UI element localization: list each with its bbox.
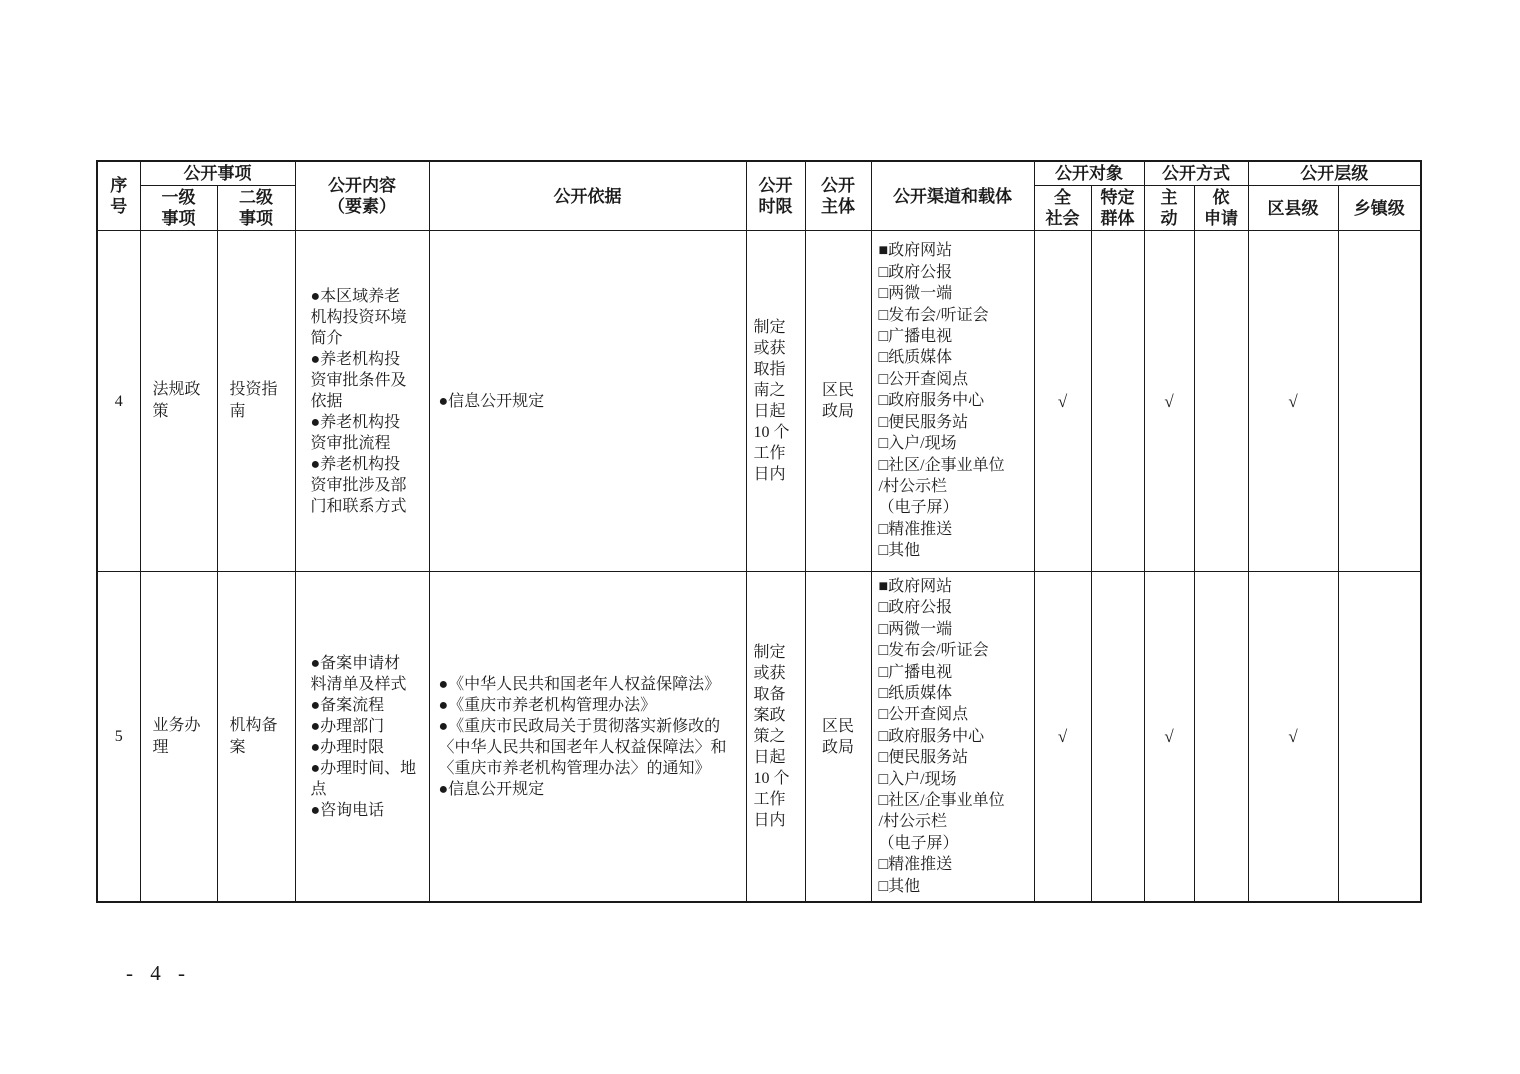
cell-channels: ■政府网站 □政府公报 □两微一端 □发布会/听证会 □广播电视 □纸质媒体 □公开查阅点 □政府服务中心 □便民服务站 □入户/现场 □社区/企事业单位 /村公示栏 （电子屏） □精准推送 □其他 <box>871 231 1034 572</box>
header-level2: 二级 事项 <box>217 186 295 231</box>
cell-level1: 法规政策 <box>140 231 217 572</box>
header-level-group: 公开层级 <box>1248 161 1421 186</box>
header-level-district: 区县级 <box>1248 186 1338 231</box>
header-method-proactive: 主 动 <box>1144 186 1194 231</box>
header-method-on-request: 依 申请 <box>1194 186 1248 231</box>
header-subject: 公开 主体 <box>805 161 871 231</box>
cell-check-audience-all: √ <box>1034 231 1091 572</box>
cell-subject: 区民 政局 <box>805 231 871 572</box>
cell-level2: 投资指南 <box>217 231 295 572</box>
cell-check-on-request <box>1194 572 1248 903</box>
header-seq: 序 号 <box>97 161 140 231</box>
cell-basis: ●信息公开规定 <box>429 231 746 572</box>
header-method-group: 公开方式 <box>1144 161 1248 186</box>
disclosure-table <box>96 160 1422 903</box>
header-audience-specific: 特定 群体 <box>1091 186 1144 231</box>
cell-check-audience-all: √ <box>1034 572 1091 903</box>
cell-content: ●备案申请材 料清单及样式 ●备案流程 ●办理部门 ●办理时限 ●办理时间、地 点 ●咨询电话 <box>295 572 429 903</box>
cell-seq: 5 <box>97 572 140 903</box>
cell-content: ●本区域养老 机构投资环境 简介 ●养老机构投 资审批条件及 依据 ●养老机构投 资审批流程 ●养老机构投 资审批涉及部 门和联系方式 <box>295 231 429 572</box>
header-row-groups <box>97 161 1421 186</box>
cell-check-district: √ <box>1248 572 1338 903</box>
cell-seq: 4 <box>97 231 140 572</box>
header-audience-group: 公开对象 <box>1034 161 1144 186</box>
cell-level1: 业务办理 <box>140 572 217 903</box>
cell-check-township <box>1338 572 1421 903</box>
cell-time-limit: 制定 或获 取指 南之 日起 10 个 工作 日内 <box>746 231 805 572</box>
cell-check-audience-specific <box>1091 231 1144 572</box>
header-matters-group: 公开事项 <box>140 161 295 186</box>
header-level1: 一级 事项 <box>140 186 217 231</box>
cell-check-proactive: √ <box>1144 231 1194 572</box>
page-number: - 4 - <box>126 961 191 985</box>
cell-check-proactive: √ <box>1144 572 1194 903</box>
header-content: 公开内容 （要素） <box>295 161 429 231</box>
cell-time-limit: 制定 或获 取备 案政 策之 日起 10 个 工作 日内 <box>746 572 805 903</box>
cell-check-on-request <box>1194 231 1248 572</box>
header-basis: 公开依据 <box>429 161 746 231</box>
cell-check-audience-specific <box>1091 572 1144 903</box>
header-time-limit: 公开 时限 <box>746 161 805 231</box>
cell-level2: 机构备案 <box>217 572 295 903</box>
table-row-4 <box>97 231 1421 572</box>
cell-basis: ●《中华人民共和国老年人权益保障法》 ●《重庆市养老机构管理办法》 ●《重庆市民政局关于贯彻落实新修改的 〈中华人民共和国老年人权益保障法〉和 〈重庆市养老机构管理办法〉的通知》 ●信息公开规定 <box>429 572 746 903</box>
cell-channels: ■政府网站 □政府公报 □两微一端 □发布会/听证会 □广播电视 □纸质媒体 □公开查阅点 □政府服务中心 □便民服务站 □入户/现场 □社区/企事业单位 /村公示栏 （电子屏） □精准推送 □其他 <box>871 572 1034 903</box>
table-row-5 <box>97 572 1421 903</box>
header-audience-all: 全 社会 <box>1034 186 1091 231</box>
cell-check-district: √ <box>1248 231 1338 572</box>
header-channels: 公开渠道和载体 <box>871 161 1034 231</box>
header-level-township: 乡镇级 <box>1338 186 1421 231</box>
cell-check-township <box>1338 231 1421 572</box>
cell-subject: 区民 政局 <box>805 572 871 903</box>
